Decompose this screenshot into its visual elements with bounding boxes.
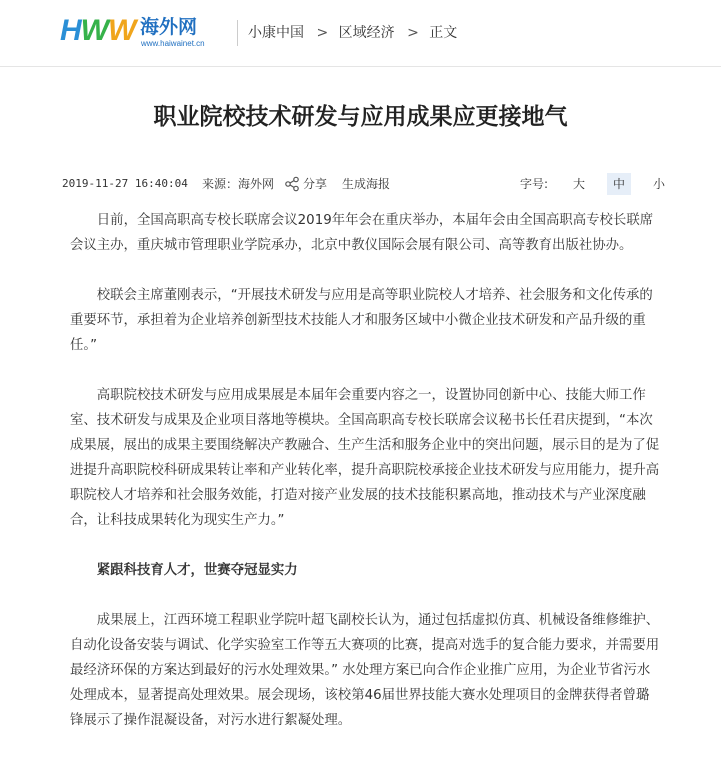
header-divider xyxy=(237,20,238,46)
article-body xyxy=(70,208,660,758)
article-paragraph: 高职院校技术研发与应用成果展是本届年会重要内容之一，设置协同创新中心、技能大师工作室、技术研发与成果及企业项目落地等模块。全国高职高专校长联席会议秘书长任君庆提到，“本次成果展，展出的成果主要围绕解决产教融合、生产生活和服务企业中的突出问题，展示目的是为了促进提升高职院校科研成果转让率和产业转化率，提升高职院校承接企业技术研发与应用能力，提升高职院校人才培养和社会服务效能，打造对接产业发展的技术技能积累高地，推动技术与产业深度融合，让科技成果转化为现实生产力。” xyxy=(70,388,660,528)
logo-name: 海外网 xyxy=(140,16,198,38)
logo-url: www.haiwainet.cn xyxy=(141,39,205,48)
article-meta xyxy=(62,173,682,195)
font-size-label: 字号: xyxy=(520,177,549,191)
font-size-small-button[interactable]: 小 xyxy=(652,177,665,191)
generate-poster-button[interactable]: 生成海报 xyxy=(342,177,391,191)
breadcrumb-item-xiaokang[interactable]: 小康中国 xyxy=(248,25,304,41)
share-label: 分享 xyxy=(303,177,328,191)
publish-time: 2019-11-27 16:40:04 xyxy=(62,177,188,190)
font-size-large-button[interactable]: 大 xyxy=(572,177,585,191)
article-paragraph: 日前，全国高职高专校长联席会议2019年年会在重庆举办，本届年会由全国高职高专校长联席会议主办，重庆城市管理职业学院承办，北京中教仪国际会展有限公司、高等教育出版社协办。 xyxy=(70,213,654,253)
site-header xyxy=(0,0,721,67)
breadcrumb-item-quyu[interactable]: 区域经济 xyxy=(338,25,395,41)
article-title: 职业院校技术研发与应用成果应更接地气 xyxy=(153,104,568,130)
breadcrumb-item-current: 正文 xyxy=(429,25,458,41)
breadcrumb-separator: > xyxy=(407,25,419,41)
article-subheading: 紧跟科技育人才，世赛夺冠显实力 xyxy=(96,562,298,578)
font-size-medium-button[interactable]: 中 xyxy=(607,173,631,195)
site-logo[interactable] xyxy=(60,14,210,52)
breadcrumb xyxy=(248,23,457,43)
article-paragraph: 成果展上，江西环境工程职业学院叶超飞副校长认为，通过包括虚拟仿真、机械设备维修维护、自动化设备安装与调试、化学实验室工作等五大赛项的比赛，提高对选手的复合能力要求，并需要用最经济环保的方案达到最好的污水处理效果。” 水处理方案已向合作企业推广应用，为企业节省污水处理成本，显著提高处理效果。展会现场，该校第46届世界技能大赛水处理项目的金牌获得者曾璐锋展示了操作混凝设备，对污水进行絮凝处理。 xyxy=(70,613,660,728)
share-button[interactable] xyxy=(284,173,327,195)
article-paragraph: 校联会主席董刚表示，“开展技术研发与应用是高等职业院校人才培养、社会服务和文化传承的重要环节，承担着为企业培养创新型技术技能人才和服务区域中小微企业技术研发和产品升级的重任。” xyxy=(70,288,653,353)
share-icon xyxy=(284,176,300,192)
logo-mark: HWW xyxy=(60,14,136,47)
breadcrumb-separator: > xyxy=(316,25,329,41)
article-source: 来源：海外网 xyxy=(202,177,275,191)
